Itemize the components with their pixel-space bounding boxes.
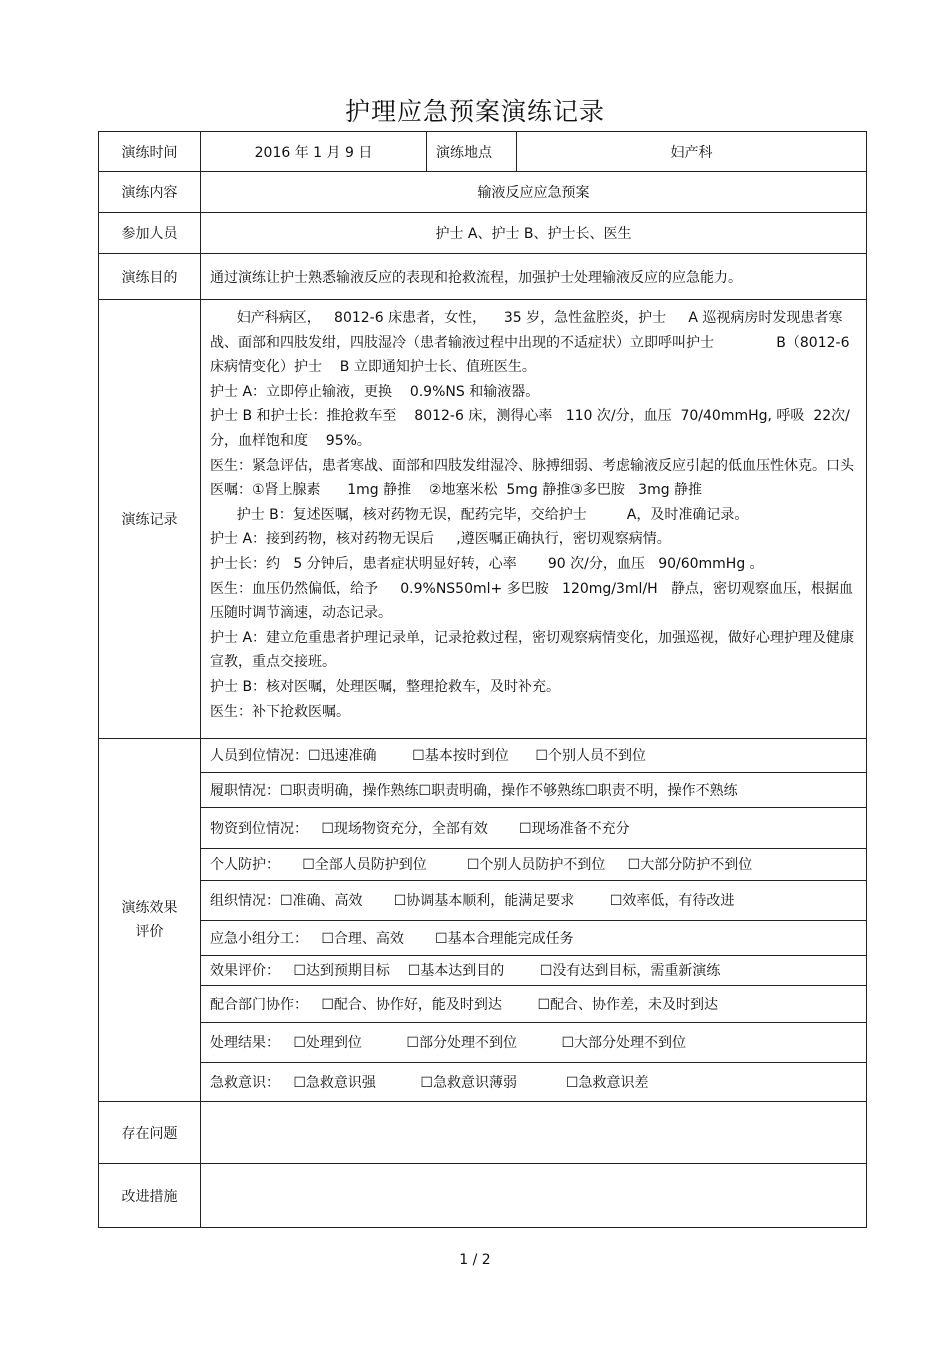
record-paragraph: 护士长：约 5 分钟后，患者症状明显好转，心率 90 次/分，血压 90/60mmHg 。 bbox=[210, 555, 764, 572]
place-value: 妇产科 bbox=[517, 132, 867, 172]
evaluation-item: 处理结果： ☐处理到位 ☐部分处理不到位 ☐大部分处理不到位 bbox=[201, 1022, 866, 1062]
problems-value bbox=[201, 1102, 867, 1164]
evaluation-cell bbox=[201, 739, 867, 1102]
record-paragraph: 护士 B：核对医嘱，处理医嘱，整理抢救车，及时补充。 bbox=[210, 678, 561, 695]
document-title: 护理应急预案演练记录 bbox=[344, 97, 605, 126]
record-paragraph: 护士 A：立即停止输液，更换 0.9%NS 和输液器。 bbox=[210, 383, 540, 400]
row-improve bbox=[99, 1164, 867, 1228]
evaluation-item: 履职情况：☐职责明确，操作熟练☐职责明确，操作不够熟练☐职责不明，操作不熟练 bbox=[201, 772, 866, 807]
row-evaluation bbox=[99, 739, 867, 1102]
evaluation-item: 配合部门协作： ☐配合、协作好，能及时到达 ☐配合、协作差，未及时到达 bbox=[201, 985, 866, 1022]
evaluation-item: 物资到位情况： ☐现场物资充分，全部有效 ☐现场准备不充分 bbox=[201, 807, 866, 848]
purpose-value: 通过演练让护士熟悉输液反应的表现和抢救流程，加强护士处理输液反应的应急能力。 bbox=[201, 254, 867, 300]
purpose-label: 演练目的 bbox=[99, 254, 201, 300]
evaluation-item: 应急小组分工： ☐合理、高效 ☐基本合理能完成任务 bbox=[201, 920, 866, 955]
record-paragraph: 护士 A：接到药物，核对药物无误后 ,遵医嘱正确执行，密切观察病情。 bbox=[210, 531, 671, 548]
time-label: 演练时间 bbox=[99, 132, 201, 172]
record-paragraph: 医生：血压仍然偏低，给予 0.9%NS50ml+ 多巴胺 120mg/3ml/H 静点，密切观察血压，根据血压随时调节滴速，动态记录。 bbox=[210, 580, 854, 622]
record-paragraph: 护士 A：建立危重患者护理记录单，记录抢救过程，密切观察病情变化，加强巡视，做好心理护理及健康宣教，重点交接班。 bbox=[210, 629, 855, 671]
evaluation-list bbox=[201, 739, 866, 1101]
row-record bbox=[99, 300, 867, 739]
evaluation-item: 急救意识： ☐急救意识强 ☐急救意识薄弱 ☐急救意识差 bbox=[210, 1074, 649, 1091]
record-paragraph: 妇产科病区， 8012-6 床患者，女性， 35 岁，急性盆腔炎，护士 A 巡视病房时发现患者寒战、面部和四肢发绀，四肢湿冷（患者输液过程中出现的不适症状）立即呼叫护士 B（8012-6 床病情变化）护士 B 立即通知护士长、值班医生。 bbox=[210, 310, 854, 376]
record-paragraph: 医生：紧急评估，患者寒战、面部和四肢发绀湿冷、脉搏细弱、考虑输液反应引起的低血压性休克。口头医嘱：①肾上腺素 1mg 静推 ②地塞米松 5mg 静推③多巴胺 3mg 静推 bbox=[210, 457, 854, 499]
problems-label: 存在问题 bbox=[99, 1102, 201, 1164]
participants-label: 参加人员 bbox=[99, 213, 201, 254]
evaluation-item: 个人防护： ☐全部人员防护到位 ☐个别人员防护不到位 ☐大部分防护不到位 bbox=[201, 848, 866, 880]
record-label: 演练记录 bbox=[99, 300, 201, 739]
row-time bbox=[99, 132, 867, 172]
record-paragraph: 护士 B：复述医嘱，核对药物无误，配药完毕，交给护士 A，及时准确记录。 bbox=[210, 506, 749, 523]
drill-record-table bbox=[98, 131, 867, 1228]
improve-value bbox=[201, 1164, 867, 1228]
row-purpose bbox=[99, 254, 867, 300]
row-participants bbox=[99, 213, 867, 254]
row-content bbox=[99, 172, 867, 213]
evaluation-item: 效果评价： ☐达到预期目标 ☐基本达到目的 ☐没有达到目标，需重新演练 bbox=[201, 955, 866, 985]
place-label: 演练地点 bbox=[427, 132, 517, 172]
record-paragraph: 医生：补下抢救医嘱。 bbox=[210, 703, 350, 720]
record-body bbox=[201, 300, 867, 739]
improve-label: 改进措施 bbox=[99, 1164, 201, 1228]
participants-value: 护士 A、护士 B、护士长、医生 bbox=[201, 213, 867, 254]
content-label: 演练内容 bbox=[99, 172, 201, 213]
content-value: 输液反应应急预案 bbox=[201, 172, 867, 213]
page-number: 1 / 2 bbox=[459, 1252, 491, 1268]
evaluation-item: 人员到位情况：☐迅速准确 ☐基本按时到位 ☐个别人员不到位 bbox=[201, 739, 866, 772]
evaluation-label: 演练效果 评价 bbox=[99, 739, 201, 1102]
row-problems bbox=[99, 1102, 867, 1164]
record-paragraph: 护士 B 和护士长：推抢救车至 8012-6 床，测得心率 110 次/分，血压 70/40mmHg, 呼吸 22次/分，血样饱和度 95%。 bbox=[210, 408, 850, 449]
evaluation-item: 组织情况：☐准确、高效 ☐协调基本顺利，能满足要求 ☐效率低，有待改进 bbox=[201, 880, 866, 920]
time-value: 2016 年 1 月 9 日 bbox=[201, 132, 427, 172]
